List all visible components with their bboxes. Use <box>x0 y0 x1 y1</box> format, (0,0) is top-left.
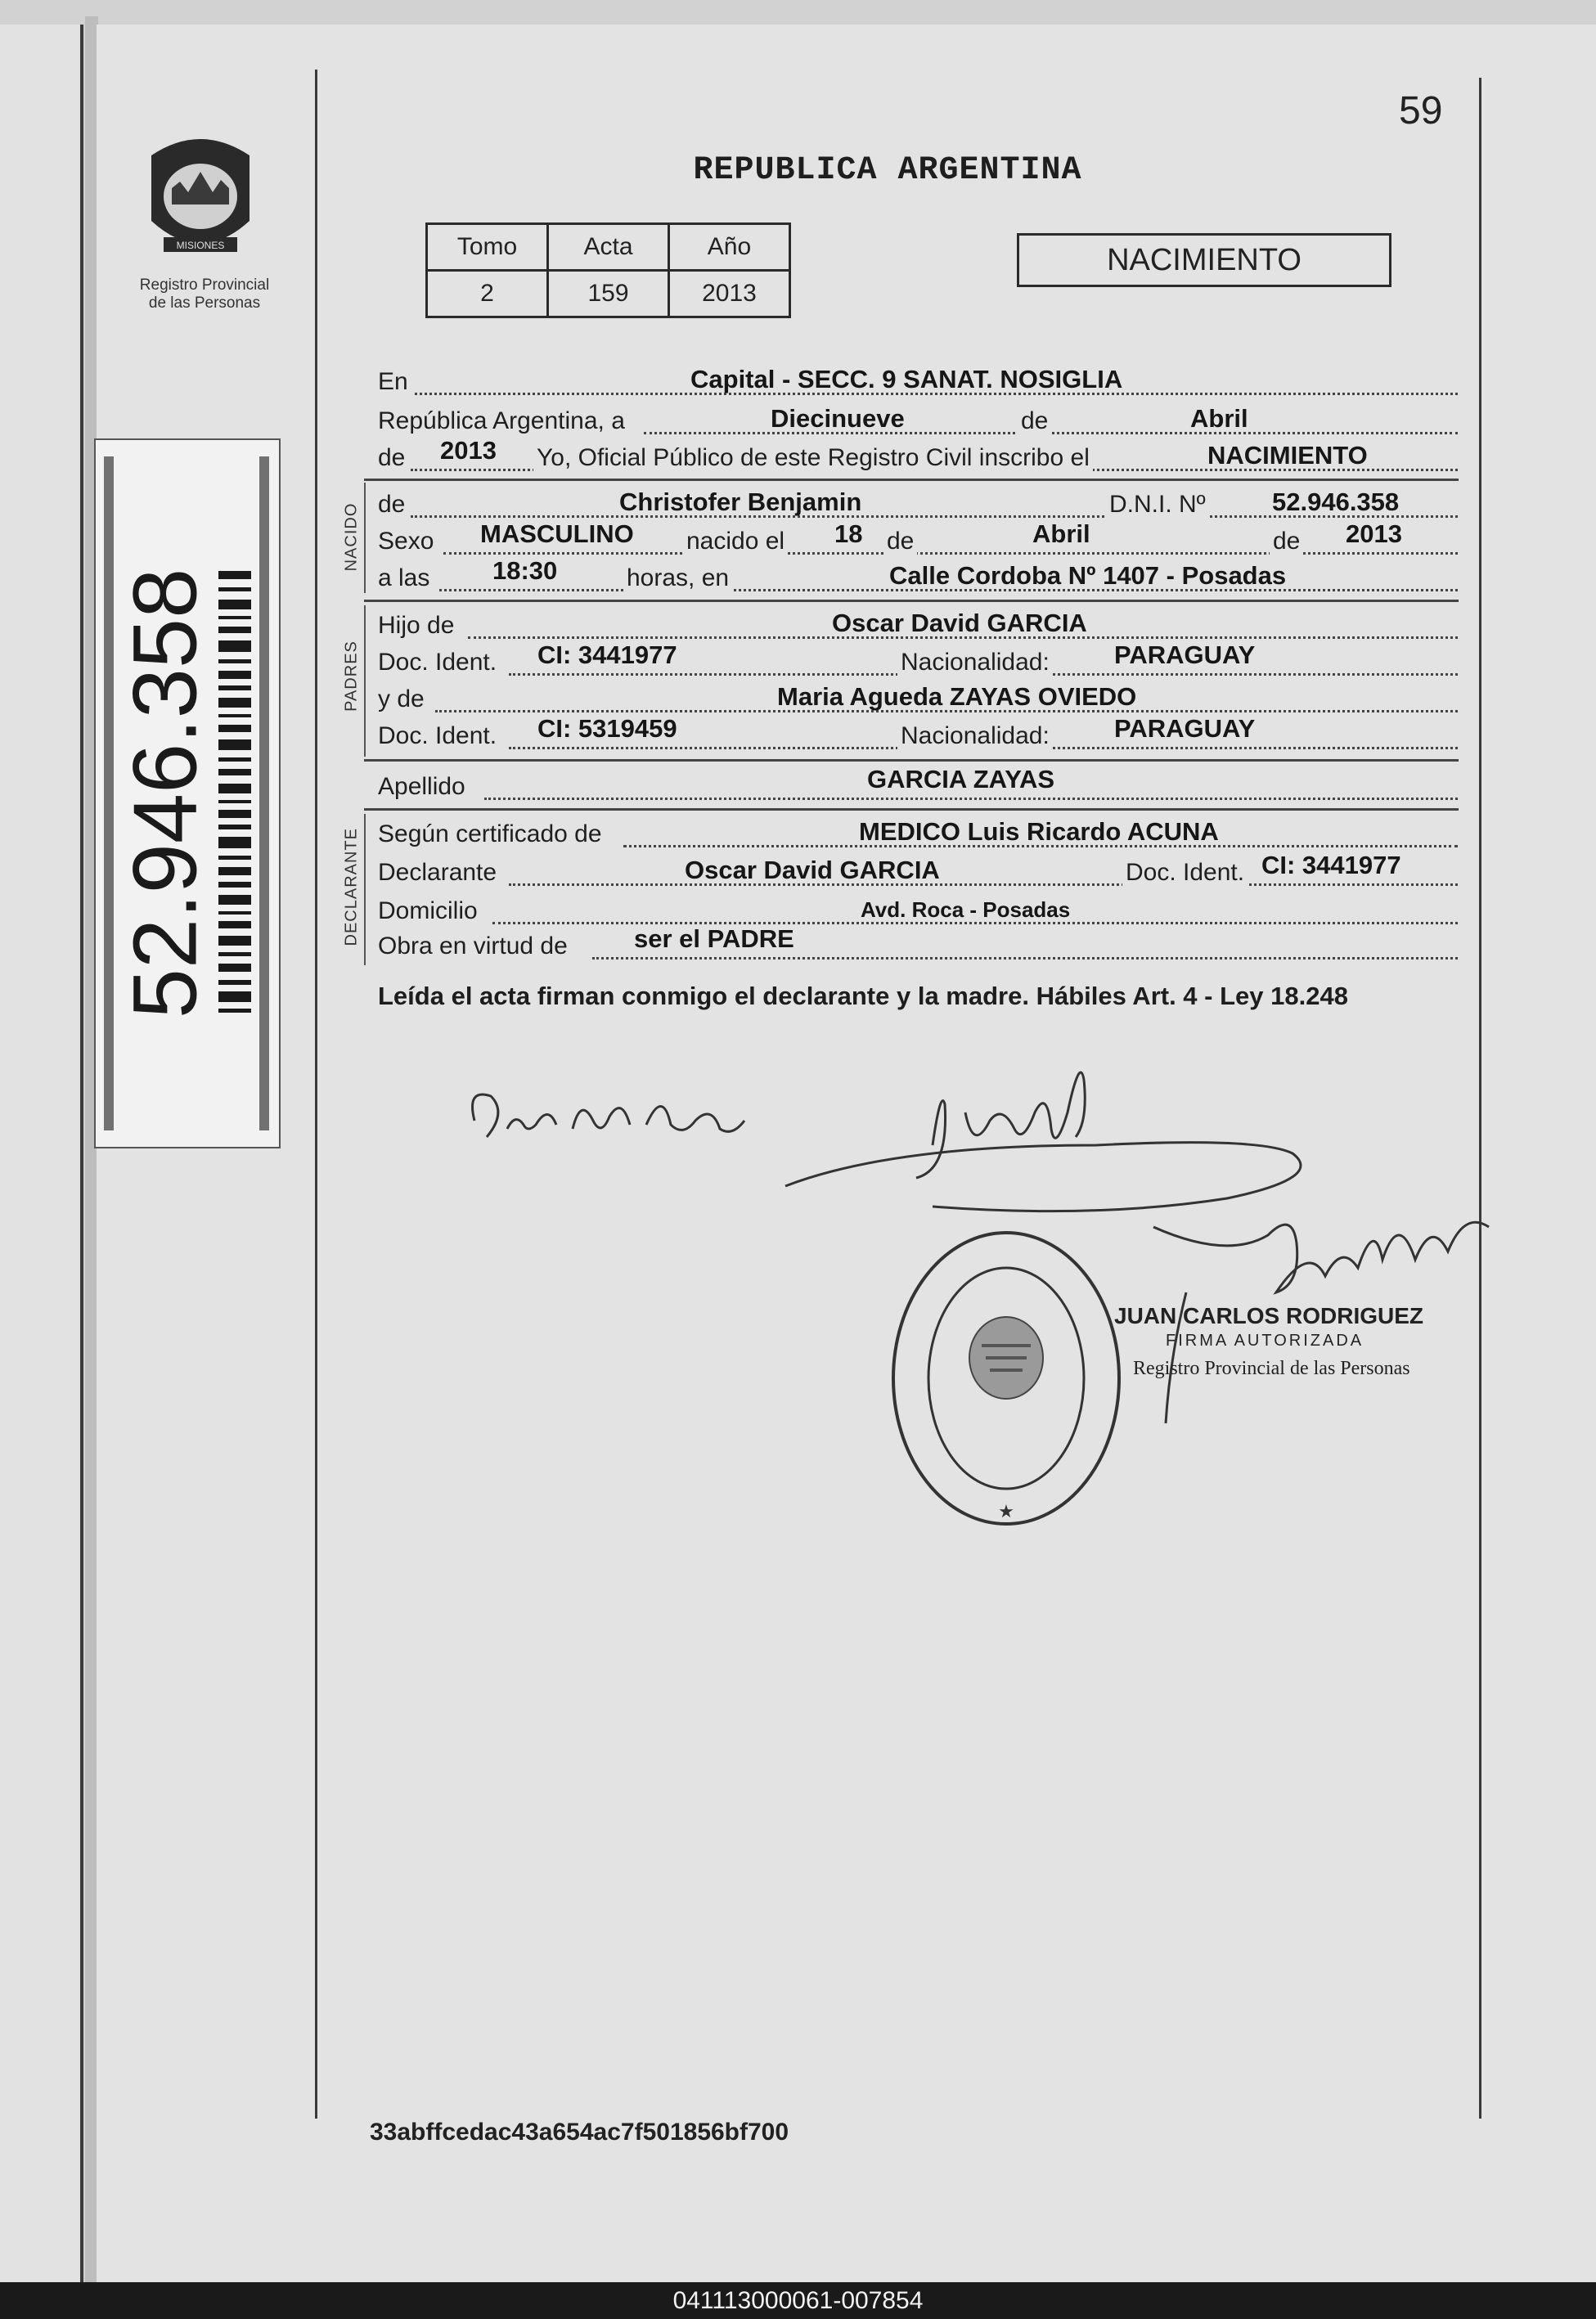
label-oficial: Yo, Oficial Público de este Registro Civil inscribo el <box>533 444 1093 472</box>
label-de-bmonth: de <box>883 528 917 555</box>
row-mother-doc <box>378 714 1458 755</box>
label-mother-doc: Doc. Ident. <box>378 722 497 749</box>
row-domicilio <box>378 897 1458 930</box>
row-obra <box>378 924 1458 965</box>
emblem-text: MISIONES <box>176 240 225 251</box>
value-acta: 159 <box>548 271 669 317</box>
label-declarante: Declarante <box>378 859 497 886</box>
page-number: 59 <box>1399 89 1443 133</box>
label-domicilio: Domicilio <box>378 897 478 924</box>
value-father-nat: PARAGUAY <box>1114 640 1256 669</box>
value-month: Abril <box>1190 404 1248 433</box>
official-seal-icon <box>888 1223 1125 1534</box>
tomo-acta-table <box>425 222 791 318</box>
label-de-month: de <box>1018 407 1051 435</box>
label-de-byear: de <box>1270 528 1303 555</box>
registry-logo-text <box>123 276 286 312</box>
label-decl-doc: Doc. Ident. <box>1122 859 1248 887</box>
declarant-signature-icon <box>458 1047 769 1178</box>
label-de-year: de <box>378 444 406 471</box>
value-year: 2013 <box>440 436 497 465</box>
value-time: 18:30 <box>492 556 558 585</box>
value-decl-doc: CI: 3441977 <box>1261 851 1401 879</box>
value-dni: 52.946.358 <box>1272 488 1400 516</box>
value-birth-day: 18 <box>834 519 863 548</box>
row-time-place <box>378 556 1458 597</box>
header-acta: Acta <box>548 224 669 271</box>
section-padres-label: PADRES <box>342 640 361 712</box>
official-title: FIRMA AUTORIZADA <box>1166 1332 1364 1350</box>
label-sexo: Sexo <box>378 528 434 555</box>
logo-line-2: de las Personas <box>148 294 261 312</box>
value-mother-nat: PARAGUAY <box>1114 714 1256 743</box>
row-mother <box>378 682 1458 718</box>
label-father-nat: Nacionalidad: <box>897 649 1053 676</box>
label-yde: y de <box>378 685 425 712</box>
section-nacido-label: NACIDO <box>342 502 361 572</box>
label-horas: horas, en <box>623 564 732 592</box>
label-mother-nat: Nacionalidad: <box>897 722 1053 750</box>
category-box: NACIMIENTO <box>1017 233 1391 287</box>
row-declarante <box>378 851 1458 892</box>
label-en: En <box>378 368 408 395</box>
logo-line-1: Registro Provincial <box>139 276 270 294</box>
row-en <box>378 365 1458 401</box>
closing-statement: Leída el acta firman conmigo el declarante y la madre. Hábiles Art. 4 - Ley 18.248 <box>378 982 1348 1010</box>
value-mother-doc: CI: 5319459 <box>537 714 677 743</box>
value-father-doc: CI: 3441977 <box>537 640 677 669</box>
row-republica <box>378 404 1458 440</box>
misiones-emblem-icon <box>135 123 266 270</box>
value-birth-year: 2013 <box>1346 519 1402 548</box>
left-margin-line <box>315 70 317 2119</box>
value-obra: ser el PADRE <box>634 924 794 953</box>
value-father: Oscar David GARCIA <box>832 609 1087 637</box>
value-en: Capital - SECC. 9 SANAT. NOSIGLIA <box>690 365 1123 393</box>
value-sexo: MASCULINO <box>480 519 634 548</box>
value-tomo: 2 <box>427 271 548 317</box>
label-obra: Obra en virtud de <box>378 933 568 960</box>
official-org: Registro Provincial de las Personas <box>1133 1358 1410 1379</box>
official-name: JUAN CARLOS RODRIGUEZ <box>1114 1303 1424 1328</box>
label-dni: D.N.I. Nº <box>1106 491 1209 519</box>
label-apellido: Apellido <box>378 773 465 800</box>
value-certificado: MEDICO Luis Ricardo ACUNA <box>859 817 1219 846</box>
svg-text:★: ★ <box>998 1501 1014 1521</box>
header-tomo: Tomo <box>427 224 548 271</box>
header-ano: Año <box>669 224 790 271</box>
value-child-name: Christofer Benjamin <box>619 488 862 516</box>
value-declarante: Oscar David GARCIA <box>685 856 940 884</box>
barcode-sticker <box>94 438 281 1148</box>
label-alas: a las <box>378 564 430 591</box>
row-father <box>378 609 1458 645</box>
row-child-name <box>378 488 1458 524</box>
label-republica: República Argentina, a <box>378 407 625 434</box>
label-nacido: nacido el <box>683 528 788 555</box>
section-declarante-label: DECLARANTE <box>342 828 361 946</box>
document-title: REPUBLICA ARGENTINA <box>693 152 1082 189</box>
row-father-doc <box>378 640 1458 681</box>
label-de-child: de <box>378 491 406 518</box>
value-birth-month: Abril <box>1032 519 1090 548</box>
value-domicilio: Avd. Roca - Posadas <box>861 897 1071 922</box>
document-hash: 33abffcedac43a654ac7f501856bf700 <box>370 2119 789 2146</box>
row-oficial <box>378 436 1458 477</box>
value-day: Diecinueve <box>771 404 905 433</box>
value-apellido: GARCIA ZAYAS <box>867 765 1055 793</box>
row-sexo <box>378 519 1458 560</box>
value-place: Calle Cordoba Nº 1407 - Posadas <box>889 561 1287 590</box>
scan-footer-id: 041113000061-007854 <box>0 2282 1596 2319</box>
label-father-doc: Doc. Ident. <box>378 649 497 676</box>
value-event: NACIMIENTO <box>1207 441 1368 470</box>
label-certificado: Según certificado de <box>378 820 602 847</box>
value-mother: Maria Agueda ZAYAS OVIEDO <box>777 682 1137 711</box>
barcode-number: 52.946.358 <box>115 568 216 1019</box>
label-hijo: Hijo de <box>378 612 455 639</box>
book-spine <box>0 25 83 2282</box>
right-margin-line <box>1479 78 1481 2119</box>
row-certificado <box>378 817 1458 853</box>
row-apellido <box>378 765 1458 806</box>
value-ano: 2013 <box>669 271 790 317</box>
